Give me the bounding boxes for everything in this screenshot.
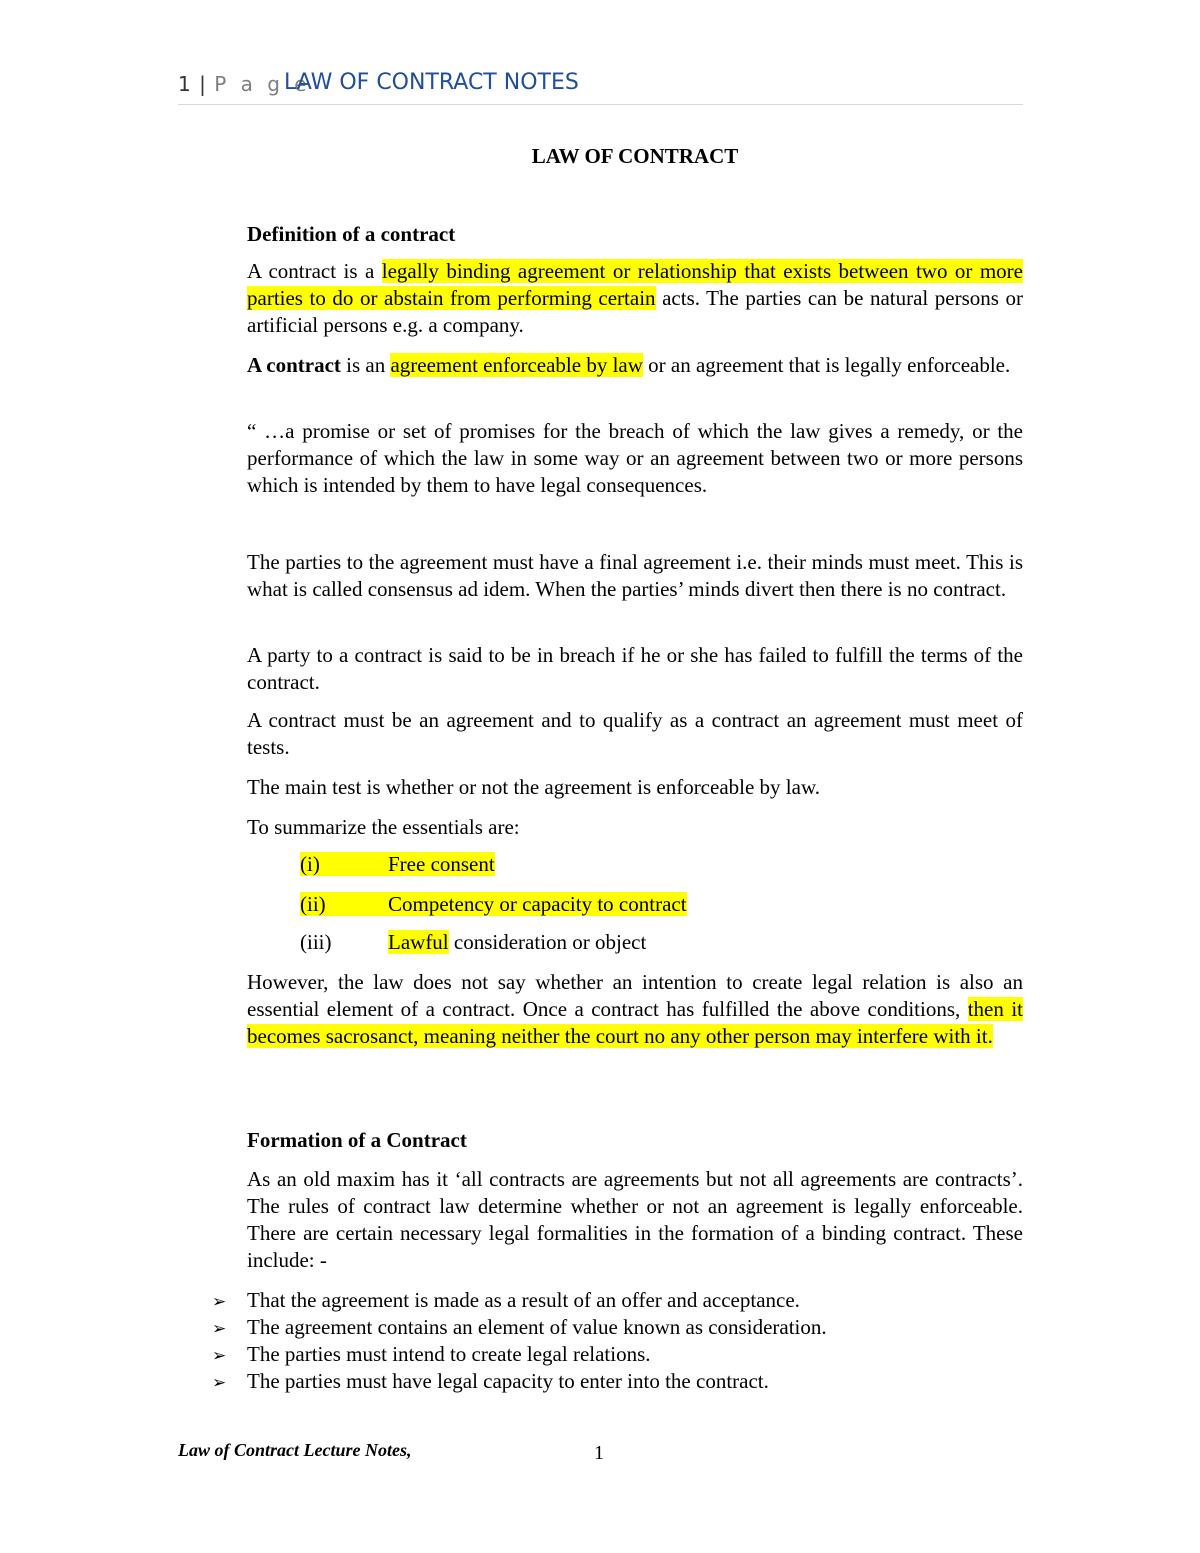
- paragraph-definition-1: A contract is a legally binding agreement or relationship that exists between two or more parties to do or abstain from performing certain acts. The parties can be natural persons or artificial persons e.g. a company.: [247, 259, 1024, 337]
- document-title: LAW OF CONTRACT: [531, 144, 739, 168]
- highlight-text: Lawful: [388, 930, 449, 954]
- arrow-bullet-icon: ➢: [212, 1292, 227, 1312]
- highlight-text: agreement enforceable by law: [390, 353, 643, 377]
- bullet-item: ➢ The parties must intend to create legal relations.: [212, 1341, 651, 1370]
- paragraph-breach: A party to a contract is said to be in breach if he or she has failed to fulfill the terms of the contract.: [247, 643, 1023, 694]
- highlight-text: legally binding agreement or relationship that exists between two or more parties to do or abstain from performing certain: [247, 259, 1023, 310]
- section-heading-formation: Formation of a Contract: [247, 1128, 467, 1152]
- highlight-text: then it becomes sacrosanct, meaning neither the court no any other person may interfere with it.: [247, 997, 1023, 1048]
- paragraph-definition-2: A contract is an agreement enforceable by law or an agreement that is legally enforceable.: [247, 353, 1011, 377]
- paragraph-main-test: The main test is whether or not the agreement is enforceable by law.: [247, 775, 821, 799]
- page-header: [178, 68, 1023, 105]
- arrow-bullet-icon: ➢: [212, 1373, 227, 1393]
- header-page-number: 1 |: [178, 72, 207, 96]
- arrow-bullet-icon: ➢: [212, 1346, 227, 1366]
- essential-item-2: (ii) Competency or capacity to contract: [300, 892, 687, 916]
- bullet-item: ➢ The parties must have legal capacity to enter into the contract.: [212, 1368, 769, 1397]
- header-page-word: P a g e: [214, 72, 311, 96]
- essential-item-3: (iii) Lawful consideration or object: [300, 930, 647, 954]
- footer-notes-label: Law of Contract Lecture Notes,: [178, 1440, 412, 1460]
- section-heading-definition: Definition of a contract: [247, 222, 456, 246]
- bullet-item: ➢ The agreement contains an element of value known as consideration.: [212, 1314, 827, 1343]
- header-title: LAW OF CONTRACT NOTES: [284, 70, 579, 95]
- bullet-item: ➢ That the agreement is made as a result of an offer and acceptance.: [212, 1287, 800, 1316]
- footer-page-number: 1: [594, 1442, 604, 1464]
- essential-item-1: (i) Free consent: [300, 852, 495, 876]
- paragraph-summarize: To summarize the essentials are:: [247, 815, 520, 839]
- paragraph-consensus: The parties to the agreement must have a final agreement i.e. their minds must meet. This is what is called consensus ad idem. When the parties’ minds divert then there is no contract.: [247, 550, 1023, 601]
- arrow-bullet-icon: ➢: [212, 1319, 227, 1339]
- paragraph-agreement-tests: A contract must be an agreement and to qualify as a contract an agreement must meet of tests.: [247, 708, 1023, 759]
- paragraph-intention: However, the law does not say whether an intention to create legal relation is also an essential element of a contract. Once a contract has fulfilled the above conditions, then it becomes sacrosanct, meaning neither the court no any other person may interfere with it.: [247, 970, 1023, 1048]
- paragraph-quote: “ …a promise or set of promises for the breach of which the law gives a remedy, or the performance of which the law in some way or an agreement between two or more persons which is intended by them to have legal consequences.: [247, 419, 1023, 497]
- paragraph-maxim: As an old maxim has it ‘all contracts are agreements but not all agreements are contracts’. The rules of contract law determine whether or not an agreement is legally enforceable. There are certain necessary legal formalities in the formation of a binding contract. These include: -: [247, 1167, 1023, 1272]
